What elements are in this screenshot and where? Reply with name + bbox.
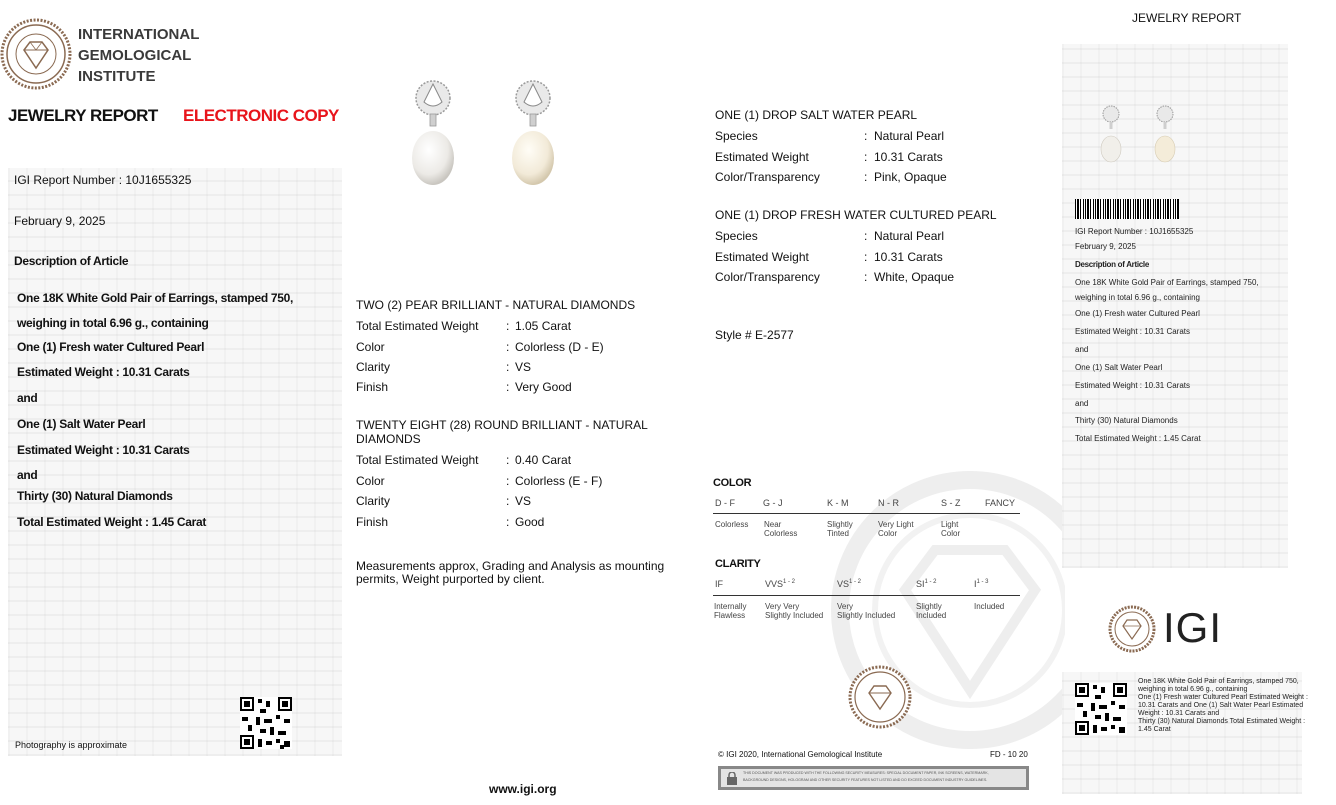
- round-row-value: Colorless (E - F): [515, 474, 603, 488]
- fresh-row-value: Natural Pearl: [874, 229, 945, 243]
- pear-row-value: Colorless (D - E): [515, 340, 604, 354]
- row-separator: :: [864, 170, 868, 184]
- clarity-desc: Very Slightly Included: [837, 602, 896, 620]
- clarity-grade: $I^{1 - 3}$: [974, 579, 989, 589]
- row-separator: :: [506, 474, 510, 488]
- salt-row-label: Species: [715, 129, 758, 143]
- color-grade: N - R: [878, 498, 899, 508]
- card-line: and: [1075, 399, 1089, 408]
- description-line: weighing in total 6.96 g., containing: [17, 316, 209, 330]
- salt-row-label: Estimated Weight: [715, 150, 809, 164]
- salt-row-value: Pink, Opaque: [874, 170, 947, 184]
- card-date: February 9, 2025: [1075, 242, 1136, 251]
- fresh-row-label: Color/Transparency: [715, 270, 820, 284]
- copyright-text: © IGI 2020, International Gemological Institute: [718, 750, 883, 759]
- round-diamonds-heading: TWENTY EIGHT (28) ROUND BRILLIANT - NATURAL: [356, 418, 648, 432]
- round-diamonds-heading-cont: DIAMONDS: [356, 432, 421, 446]
- description-heading: Description of Article: [14, 254, 129, 268]
- stub-line: Thirty (30) Natural Diamonds Total Estimated Weight :: [1138, 718, 1306, 725]
- card-title: JEWELRY REPORT: [1132, 11, 1242, 25]
- stub-line: weighing in total 6.96 g., containing: [1138, 686, 1248, 693]
- org-name-line3: INSTITUTE: [78, 68, 156, 85]
- pear-diamonds-heading: TWO (2) PEAR BRILLIANT - NATURAL DIAMONDS: [356, 298, 636, 312]
- color-desc: Slightly Tinted: [827, 520, 853, 538]
- row-separator: :: [506, 494, 510, 508]
- round-row-label: Finish: [356, 515, 389, 529]
- description-line: Total Estimated Weight : 1.45 Carat: [17, 515, 207, 529]
- fresh-row-label: Species: [715, 229, 758, 243]
- salt-row-label: Color/Transparency: [715, 170, 820, 184]
- row-separator: :: [864, 129, 868, 143]
- stub-line: One 18K White Gold Pair of Earrings, stamped 750,: [1138, 678, 1299, 685]
- row-separator: :: [864, 270, 868, 284]
- card-line: Estimated Weight : 10.31 Carats: [1075, 327, 1191, 336]
- clarity-grade: IF: [715, 579, 723, 589]
- round-row-label: Total Estimated Weight: [356, 453, 479, 467]
- earrings-photo: [400, 72, 580, 192]
- stub-line: One (1) Fresh water Cultured Pearl Estimated Weight :: [1138, 694, 1308, 701]
- color-grade: K - M: [827, 498, 849, 508]
- clarity-grade: VS$^{1 - 2}$: [837, 579, 862, 589]
- round-row-value: Good: [515, 515, 545, 529]
- color-desc: Light Color: [941, 520, 961, 538]
- stub-line: Weight : 10.31 Carats and: [1138, 710, 1220, 717]
- pear-row-value: Very Good: [515, 380, 572, 394]
- color-desc: Near Colorless: [764, 520, 798, 538]
- report-date: February 9, 2025: [14, 214, 106, 228]
- color-grade: D - F: [715, 498, 735, 508]
- card-line: and: [1075, 345, 1089, 354]
- round-row-value: 0.40 Carat: [515, 453, 572, 467]
- photography-note: Photography is approximate: [15, 740, 128, 750]
- card-line: Thirty (30) Natural Diamonds: [1075, 416, 1178, 425]
- description-line: and: [17, 468, 38, 482]
- igi-seal-logo: [0, 18, 72, 90]
- barcode: [1075, 199, 1179, 219]
- stub-line: 1.45 Carat: [1138, 726, 1171, 733]
- fresh-pearl-heading: ONE (1) DROP FRESH WATER CULTURED PEARL: [715, 208, 997, 222]
- row-separator: :: [506, 515, 510, 529]
- description-line: One 18K White Gold Pair of Earrings, stamped 750,: [17, 291, 294, 305]
- clarity-scale-rule: [713, 595, 1020, 596]
- row-separator: :: [506, 380, 510, 394]
- pear-row-label: Color: [356, 340, 385, 354]
- card-description-heading: Description of Article: [1075, 260, 1150, 269]
- row-separator: :: [506, 453, 510, 467]
- card-line: Total Estimated Weight : 1.45 Carat: [1075, 434, 1201, 443]
- org-name-line2: GEMOLOGICAL: [78, 47, 192, 64]
- form-code: FD - 10 20: [990, 750, 1028, 759]
- color-grade: FANCY: [985, 498, 1016, 508]
- pear-row-value: VS: [515, 360, 532, 374]
- description-line: Estimated Weight : 10.31 Carats: [17, 365, 190, 379]
- website-link[interactable]: www.igi.org: [489, 782, 557, 796]
- color-grade: S - Z: [941, 498, 961, 508]
- salt-row-value: Natural Pearl: [874, 129, 945, 143]
- card-earrings-photo: [1095, 102, 1185, 166]
- fresh-row-label: Estimated Weight: [715, 250, 809, 264]
- color-desc: Very Light Color: [878, 520, 914, 538]
- row-separator: :: [864, 150, 868, 164]
- report-title: JEWELRY REPORT: [8, 106, 158, 125]
- row-separator: :: [506, 360, 510, 374]
- card-line: One 18K White Gold Pair of Earrings, stamped 750,: [1075, 278, 1259, 287]
- pear-row-value: 1.05 Carat: [515, 319, 572, 333]
- color-desc: Colorless: [715, 520, 749, 529]
- round-row-label: Color: [356, 474, 385, 488]
- description-line: and: [17, 391, 38, 405]
- clarity-scale-title: CLARITY: [715, 558, 761, 570]
- stub-line: 10.31 Carats and One (1) Salt Water Pearl Estimated: [1138, 702, 1304, 709]
- igi-brand-seal: [1108, 605, 1156, 653]
- clarity-grade: VVS$^{1 - 2}$: [765, 579, 796, 589]
- security-text: THIS DOCUMENT WAS PRODUCED WITH THE FOLLOWING SECURITY MEASURES: SPECIAL DOCUMENT PAPER, INK SCREENS, WATERMARK,: [743, 771, 989, 775]
- round-row-value: VS: [515, 494, 532, 508]
- security-strip: [718, 766, 1029, 790]
- security-text: BACKGROUND DESIGNS, HOLOGRAM AND OTHER SECURITY FEATURES NOT LISTED AND DO EXCEED DOCUMENT INDUSTRY GUIDELINES.: [743, 778, 988, 782]
- description-line: Estimated Weight : 10.31 Carats: [17, 443, 190, 457]
- pear-row-label: Clarity: [356, 360, 391, 374]
- row-separator: :: [864, 229, 868, 243]
- clarity-desc: Very Very Slightly Included: [765, 602, 824, 620]
- card-report-number: IGI Report Number : 10J1655325: [1075, 227, 1194, 236]
- igi-seal-stamp: [848, 665, 912, 729]
- card-line: One (1) Salt Water Pearl: [1075, 363, 1163, 372]
- row-separator: :: [506, 340, 510, 354]
- description-line: One (1) Salt Water Pearl: [17, 417, 146, 431]
- color-grade: G - J: [763, 498, 783, 508]
- clarity-desc: Included: [974, 602, 1005, 611]
- measurement-note-cont: permits, Weight purported by client.: [356, 572, 545, 586]
- round-row-label: Clarity: [356, 494, 391, 508]
- card-line: weighing in total 6.96 g., containing: [1075, 293, 1200, 302]
- salt-row-value: 10.31 Carats: [874, 150, 943, 164]
- qr-code: [240, 697, 292, 749]
- salt-pearl-heading: ONE (1) DROP SALT WATER PEARL: [715, 108, 918, 122]
- lock-icon: [726, 772, 738, 785]
- row-separator: :: [506, 319, 510, 333]
- fresh-row-value: White, Opaque: [874, 270, 955, 284]
- pear-row-label: Total Estimated Weight: [356, 319, 479, 333]
- pear-row-label: Finish: [356, 380, 389, 394]
- color-scale-title: COLOR: [713, 477, 752, 489]
- clarity-desc: Internally Flawless: [714, 602, 747, 620]
- measurement-note: Measurements approx, Grading and Analysis as mounting: [356, 559, 665, 573]
- row-separator: :: [864, 250, 868, 264]
- igi-brand-text: IGI: [1163, 604, 1223, 651]
- card-qr-code: [1075, 683, 1127, 735]
- card-line: One (1) Fresh water Cultured Pearl: [1075, 309, 1200, 318]
- org-name-line1: INTERNATIONAL: [78, 26, 200, 43]
- description-line: One (1) Fresh water Cultured Pearl: [17, 340, 205, 354]
- clarity-grade: SI$^{1 - 2}$: [916, 579, 937, 589]
- color-scale-rule: [713, 513, 1020, 514]
- card-line: Estimated Weight : 10.31 Carats: [1075, 381, 1191, 390]
- fresh-row-value: 10.31 Carats: [874, 250, 943, 264]
- style-number: Style # E-2577: [715, 328, 794, 342]
- description-line: Thirty (30) Natural Diamonds: [17, 489, 173, 503]
- clarity-desc: Slightly Included: [916, 602, 947, 620]
- electronic-copy-label: ELECTRONIC COPY: [183, 106, 339, 125]
- report-number: IGI Report Number : 10J1655325: [14, 173, 192, 187]
